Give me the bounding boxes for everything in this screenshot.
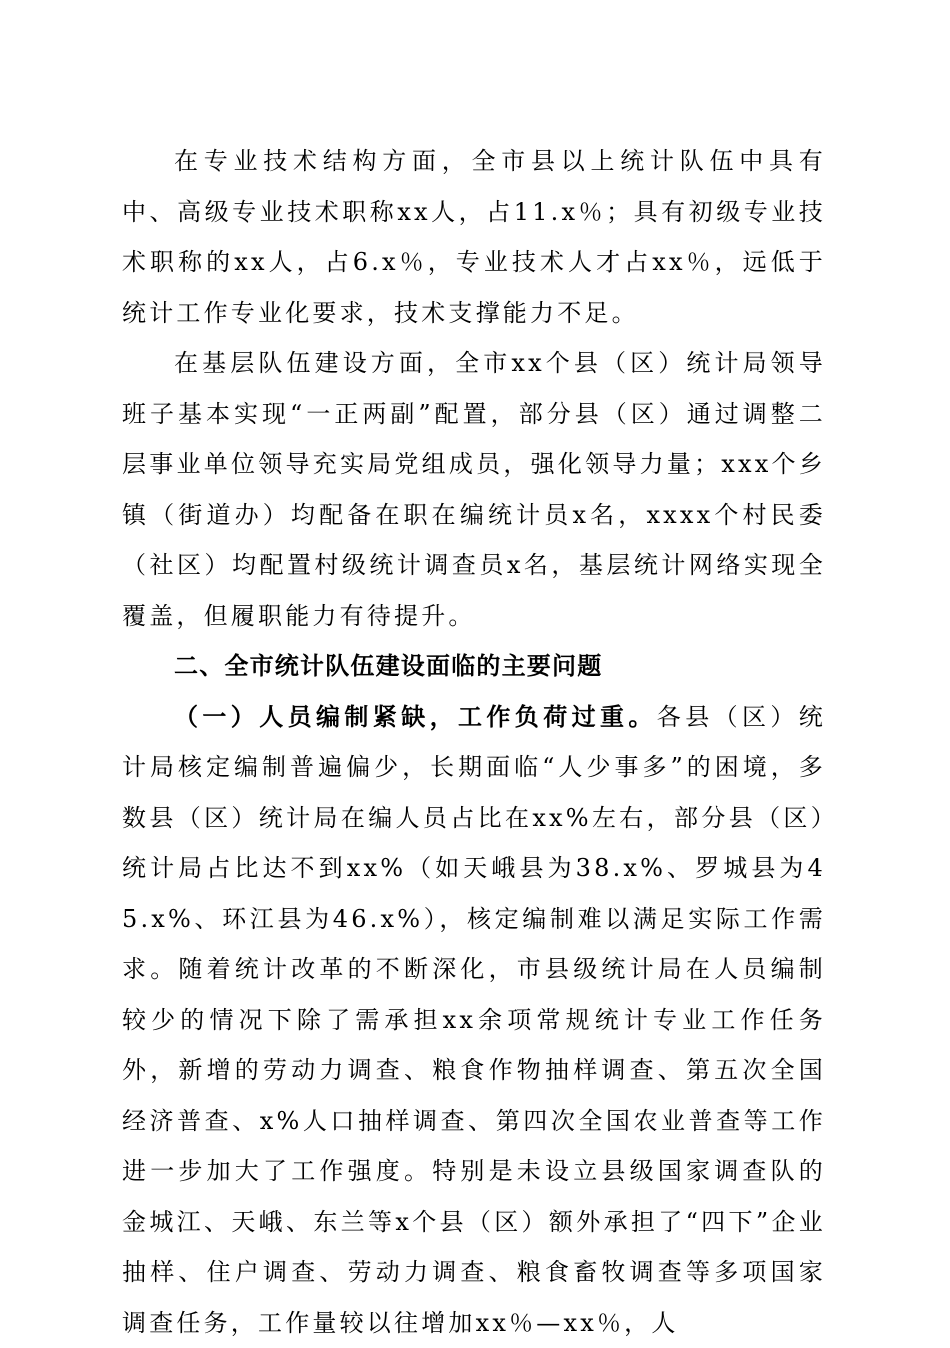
paragraph-staffing-shortage bbox=[122, 692, 826, 1348]
paragraph-lead-sentence: （一）人员编制紧缺，工作负荷过重。 bbox=[174, 702, 657, 731]
section-heading: 二、全市统计队伍建设面临的主要问题 bbox=[122, 641, 826, 692]
paragraph-grassroots-team: 在基层队伍建设方面，全市xx个县（区）统计局领导班子基本实现“一正两副”配置，部分县（区）通过调整二层事业单位领导充实局党组成员，强化领导力量；xxx个乡镇（街道办）均配备在职在编统计员x名，xxxx个村民委（社区）均配置村级统计调查员x名，基层统计网络实现全覆盖，但履职能力有待提升。 bbox=[122, 338, 826, 641]
document-body bbox=[122, 136, 826, 1348]
paragraph-technical-structure: 在专业技术结构方面，全市县以上统计队伍中具有中、高级专业技术职称xx人，占11.x％；具有初级专业技术职称的xx人，占6.x％，专业技术人才占xx％，远低于统计工作专业化要求，技术支撑能力不足。 bbox=[122, 136, 826, 338]
paragraph-body-text: 各县（区）统计局核定编制普遍偏少，长期面临“人少事多”的困境，多数县（区）统计局在编人员占比在xx%左右，部分县（区）统计局占比达不到xx%（如天峨县为38.x%、罗城县为45.x%、环江县为46.x%），核定编制难以满足实际工作需求。随着统计改革的不断深化，市县级统计局在人员编制较少的情况下除了需承担xx余项常规统计专业工作任务外，新增的劳动力调查、粮食作物抽样调查、第五次全国经济普查、x%人口抽样调查、第四次全国农业普查等工作进一步加大了工作强度。特别是未设立县级国家调查队的金城江、天峨、东兰等x个县（区）额外承担了“四下”企业抽样、住户调查、劳动力调查、粮食畜牧调查等多项国家调查任务，工作量较以往增加xx％—xx％，人 bbox=[122, 703, 826, 1337]
